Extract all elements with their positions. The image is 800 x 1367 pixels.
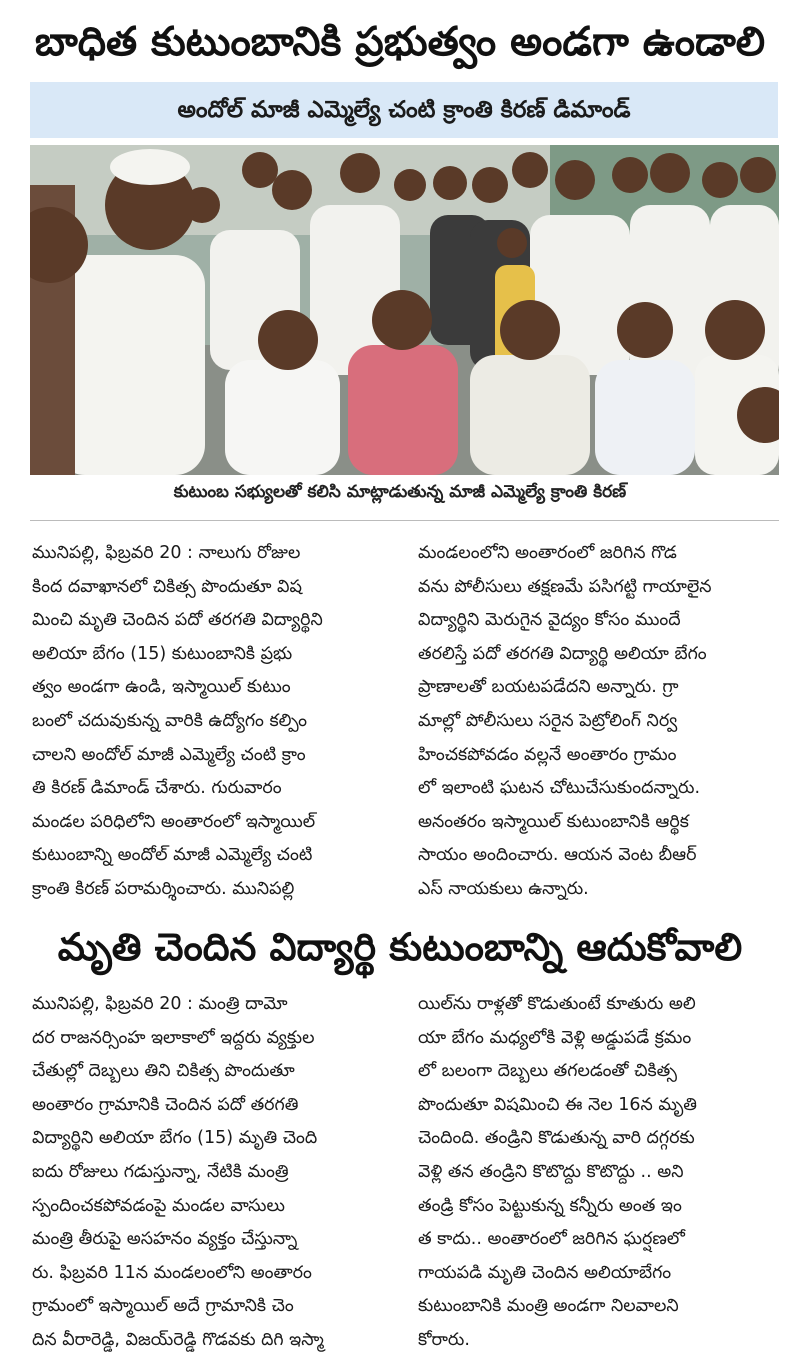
text-line: త్వం అండగా ఉండి, ఇస్మాయిల్ కుటుం [32,677,291,698]
text-line: లో ఇలాంటి ఘటన చోటుచేసుకుందన్నారు. [418,778,701,799]
text-line: విద్యార్థిని అలియా బేగం (15) మృతి చెంది [32,1128,318,1149]
text-line: తి కిరణ్ డిమాండ్ చేశారు. గురువారం [32,778,282,799]
text-line: చెందింది. తండ్రిని కొడుతున్న వారి దగ్గరకు [418,1128,695,1149]
text-line: స్పందించకపోవడంపై మండల వాసులు [32,1195,285,1216]
text-line: కింద దవాఖానలో చికిత్స పొందుతూ విష [32,576,302,597]
group-photo-illustration [30,145,779,475]
story1-column-1 [32,537,394,907]
text-line: ఐదు రోజులు గడుస్తున్నా, నేటికి మంత్రి [32,1161,289,1182]
text-line: మంత్రి తీరుపై అసహనం వ్యక్తం చేస్తున్నా [32,1229,298,1250]
text-line: వెళ్లి తన తండ్రిని కొటొద్దు కొటొద్దు .. అని [418,1161,684,1182]
text-line: అంతారం గ్రామానికి చెందిన పదో తరగతి [32,1094,299,1115]
text-line: పొందుతూ విషమించి ఈ నెల 16న మృతి [418,1094,697,1115]
text-line: తండ్రి కోసం పెట్టుకున్న కన్నీరు అంత ఇం [418,1195,682,1216]
text-line: మండల పరిధిలోని అంతారంలో ఇస్మాయిల్ [32,811,316,832]
story1-subheadline: అందోల్ మాజీ ఎమ్మెల్యే చంటి క్రాంతి కిరణ్ డిమాండ్ [30,82,778,138]
text-line: క్రాంతి కిరణ్ పరామర్శించారు. మునిపల్లి [32,878,295,899]
text-line: సాయం అందించారు. ఆయన వెంట బీఆర్ [418,845,697,866]
text-line: కోరారు. [418,1329,470,1350]
text-line: హించకపోవడం వల్లనే అంతారం గ్రామం [418,744,677,765]
text-line: లో బలంగా దెబ్బలు తగలడంతో చికిత్స [418,1061,677,1082]
text-line: కుటుంబాన్ని అందోల్ మాజీ ఎమ్మెల్యే చంటి [32,845,313,866]
text-line: రు. ఫిబ్రవరి 11న మండలంలోని అంతారం [32,1262,312,1283]
text-line: వను పోలీసులు తక్షణమే పసిగట్టి గాయాలైన [418,576,712,597]
story1-column-2 [418,537,780,907]
photo-caption: కుటుంబ సభ్యులతో కలిసి మాట్లాడుతున్న మాజీ ఎమ్మెల్యే క్రాంతి కిరణ్ [173,482,627,502]
text-line: మించి మృతి చెందిన పదో తరగతి విద్యార్థిని [32,610,323,631]
text-line: దిన వీరారెడ్డి, విజయ్‌రెడ్డి గొడవకు దిగి ఇస్మా [32,1329,324,1350]
story2-headline: మృతి చెందిన విద్యార్థి కుటుంబాన్ని ఆదుకోవాలి [57,925,743,969]
news-photo [30,145,779,475]
story2-column-2 [418,988,780,1358]
text-line: చాలని అందోల్ మాజీ ఎమ్మెల్యే చంటి క్రాం [32,744,306,765]
text-line: దర రాజనర్సింహ ఇలాకాలో ఇద్దరు వ్యక్తుల [32,1027,315,1048]
text-line: మునిపల్లి, ఫిబ్రవరి 20 : మంత్రి దామో [32,994,288,1014]
text-line: బంలో చదువుకున్న వారికి ఉద్యోగం కల్పిం [32,710,308,731]
divider [30,520,779,521]
text-line: మునిపల్లి, ఫిబ్రవరి 20 : నాలుగు రోజుల [32,543,301,563]
text-line: మండలంలోని అంతారంలో జరిగిన గొడ [418,543,677,563]
text-line: అనంతరం ఇస్మాయిల్ కుటుంబానికి ఆర్థిక [418,811,689,832]
text-line: త కాదు.. అంతారంలో జరిగిన ఘర్షణలో [418,1229,685,1250]
text-line: ఎస్ నాయకులు ఉన్నారు. [418,878,589,899]
text-line: అలియా బేగం (15) కుటుంబానికి ప్రభు [32,643,293,664]
text-line: తరలిస్తే పదో తరగతి విద్యార్థి అలియా బేగం [418,643,707,664]
text-line: మాల్లో పోలీసులు సరైన పెట్రోలింగ్ నిర్వ [418,710,678,731]
text-line: గాయపడి మృతి చెందిన అలియాబేగం [418,1262,672,1283]
story2-column-1 [32,988,394,1358]
text-line: యా బేగం మధ్యలోకి వెళ్లి అడ్డుపడే క్రమం [418,1027,692,1048]
text-line: చేతుల్లో దెబ్బలు తిని చికిత్స పొందుతూ [32,1061,295,1082]
text-line: గ్రామంలో ఇస్మాయిల్ అదే గ్రామానికి చెం [32,1296,294,1317]
text-line: కుటుంబానికి మంత్రి అండగా నిలవాలని [418,1296,679,1317]
text-line: యిల్‌ను రాళ్లతో కొడుతుంటే కూతురు అలి [418,994,696,1014]
story1-headline: బాధిత కుటుంబానికి ప్రభుత్వం అండగా ఉండాలి [34,19,766,65]
text-line: విద్యార్థిని మెరుగైన వైద్యం కోసం ముందే [418,610,681,631]
text-line: ప్రాణాలతో బయటపడేదని అన్నారు. గ్రా [418,677,679,698]
